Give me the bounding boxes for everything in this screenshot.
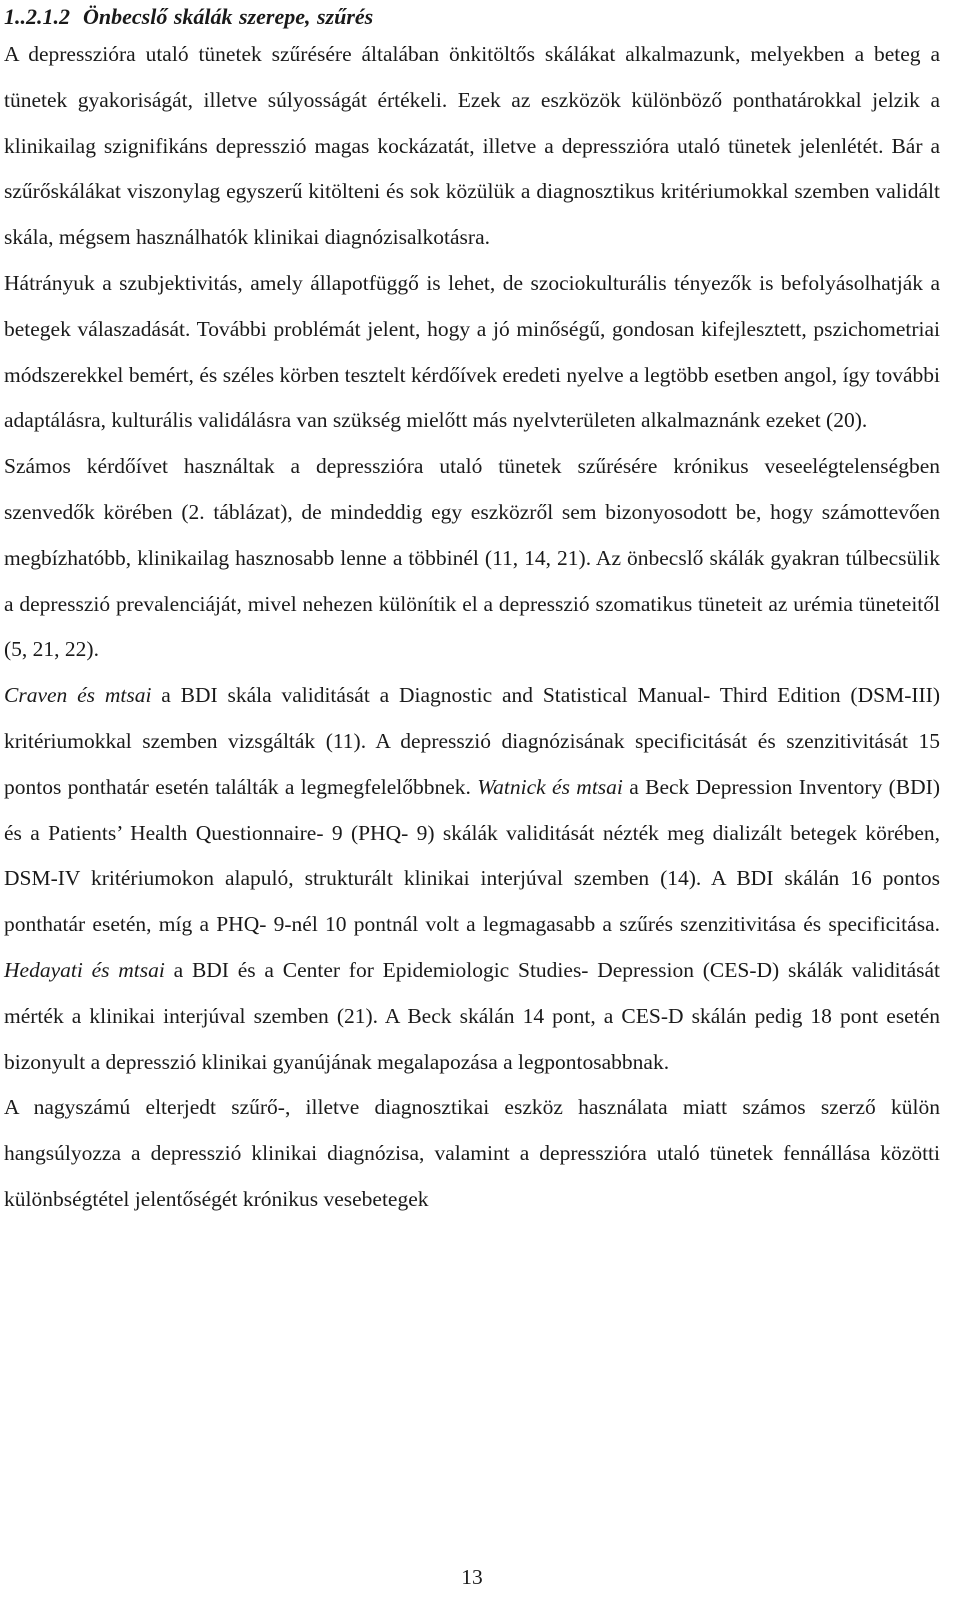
- paragraph: [4, 32, 940, 261]
- author-reference: Hedayati és mtsai: [4, 957, 165, 982]
- paragraph-text: a BDI skála validitását a Diagnostic and Statistical Manual- Third Edition (DSM-III) kritériumokkal szemben vizsgálták (11). A depresszió diagnózisának specificitását és szenzitivitását 15 pontos ponthatár esetén találták a legmegfelelőbbnek.: [4, 683, 940, 799]
- paragraph-text: a Beck Depression Inventory (BDI) és a Patients’ Health Questionnaire- 9 (PHQ- 9) skálák validitását nézték meg dializált betegek körében, DSM-IV kritériumokon alapuló, strukturált klinikai interjúval szemben (14). A BDI skálán 16 pontos ponthatár esetén, míg a PHQ- 9-nél 10 pontnál volt a legmagasabb a szűrés szenzitivitása és specificitása.: [4, 774, 940, 937]
- paragraph-text: A nagyszámú elterjedt szűrő-, illetve diagnosztikai eszköz használata miatt számos szerző külön hangsúlyozza a depresszió klinikai diagnózisa, valamint a depresszióra utaló tünetek fennállása közötti különbségtétel jelentőségét krónikus vesebetegek: [4, 1095, 940, 1211]
- paragraph-text: Számos kérdőívet használtak a depresszióra utaló tünetek szűrésére krónikus veseelégtelenségben szenvedők körében (2. táblázat), de mindeddig egy eszközről sem bizonyosodott be, hogy számottevően megbízhatóbb, klinikailag hasznosabb lenne a többinél (11, 14, 21). Az önbecslő skálák gyakran túlbecsülik a depresszió prevalenciáját, mivel nehezen különítik el a depresszió szomatikus tüneteit az urémia tüneteitől (5, 21, 22).: [4, 454, 940, 662]
- section-number: 1..2.1.2: [4, 4, 70, 29]
- paragraph: [4, 444, 940, 673]
- author-reference: Craven és mtsai: [4, 683, 152, 708]
- section-title: Önbecslő skálák szerepe, szűrés: [83, 4, 374, 29]
- paragraph: [4, 673, 940, 1085]
- paragraph-text: a BDI és a Center for Epidemiologic Studies- Depression (CES-D) skálák validitását mérték a klinikai interjúval szemben (21). A Beck skálán 14 pont, a CES-D skálán pedig 18 pont esetén bizonyult a depresszió klinikai gyanújának megalapozása a legpontosabbnak.: [4, 957, 940, 1074]
- page-number: 13: [461, 1565, 483, 1589]
- author-reference: Watnick és mtsai: [477, 774, 623, 799]
- paragraph-text: A depresszióra utaló tünetek szűrésére általában önkitöltős skálákat alkalmazunk, melyekben a beteg a tünetek gyakoriságát, illetve súlyosságát értékeli. Ezek az eszközök különböző ponthatárokkal jelzik a klinikailag szignifikáns depresszió magas kockázatát, illetve a depresszióra utaló tünetek jelenlétét. Bár a szűrőskálákat viszonylag egyszerű kitölteni és sok közülük a diagnosztikus kritériumokkal szemben validált skála, mégsem használhatók klinikai diagnózisalkotásra.: [4, 42, 940, 250]
- body-text: [4, 32, 940, 1223]
- paragraph: [4, 1085, 940, 1222]
- paragraph: [4, 261, 940, 444]
- paragraph-text: Hátrányuk a szubjektivitás, amely állapotfüggő is lehet, de szociokulturális tényezők is befolyásolhatják a betegek válaszadását. További problémát jelent, hogy a jó minőségű, gondosan kifejlesztett, pszichometriai módszerekkel bemért, és széles körben tesztelt kérdőívek eredeti nyelve a legtöbb esetben angol, így további adaptálásra, kulturális validálásra van szükség mielőtt más nyelvterületen alkalmaznánk ezeket (20).: [4, 270, 940, 433]
- section-heading: [4, 2, 940, 32]
- document-page: [4, 0, 940, 1223]
